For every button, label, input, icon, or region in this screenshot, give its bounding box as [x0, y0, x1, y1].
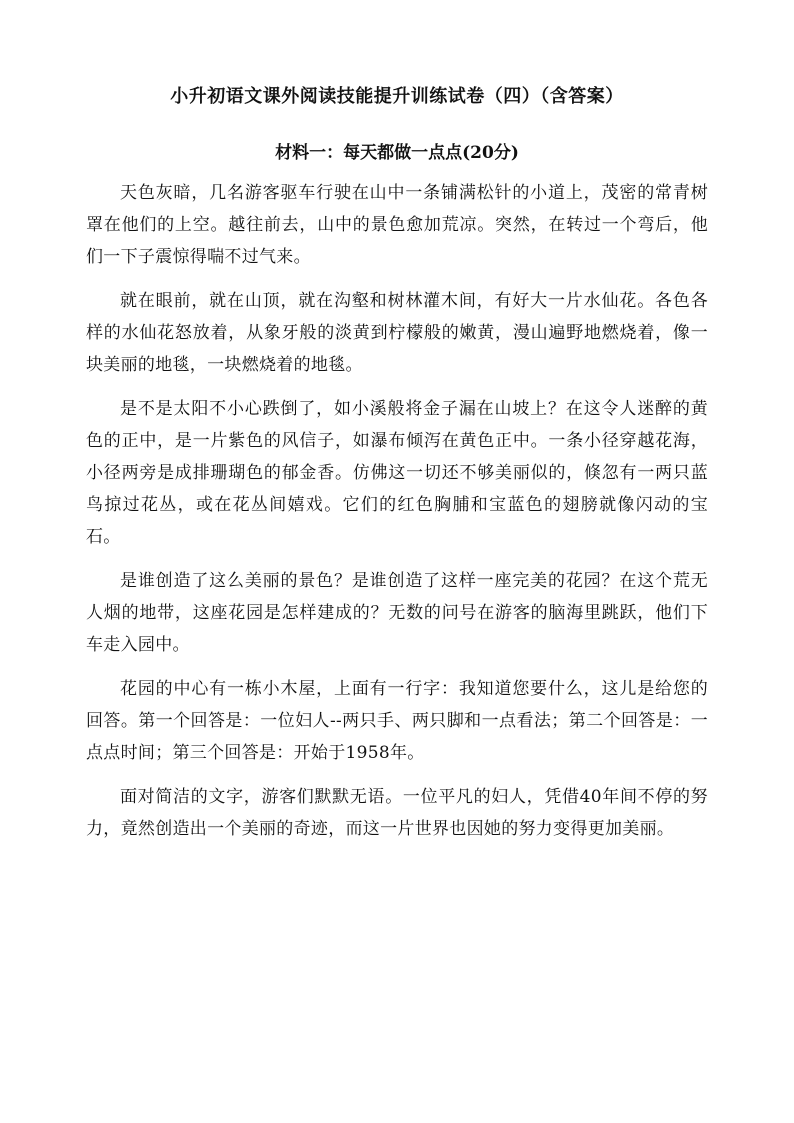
paragraph-4: 是谁创造了这么美丽的景色？是谁创造了这样一座完美的花园？在这个荒无人烟的地带，这座花园是怎样建成的？无数的问号在游客的脑海里跳跃，他们下车走入园中。 — [86, 571, 708, 655]
document-title: 小升初语文课外阅读技能提升训练试卷（四）（含答案） — [170, 86, 624, 107]
paragraph-6: 面对简洁的文字，游客们默默无语。一位平凡的妇人，凭借40年间不停的努力，竟然创造出一个美丽的奇迹，而这一片世界也因她的努力变得更加美丽。 — [86, 787, 708, 839]
section-title: 材料一：每天都做一点点(20分) — [275, 143, 519, 163]
paragraph-3: 是不是太阳不小心跌倒了，如小溪般将金子漏在山坡上？在这令人迷醉的黄色的正中，是一片紫色的风信子，如瀑布倾泻在黄色正中。一条小径穿越花海，小径两旁是成排珊瑚色的郁金香。仿佛这一切还不够美丽似的，倏忽有一两只蓝鸟掠过花丛，或在花丛间嬉戏。它们的红色胸脯和宝蓝色的翅膀就像闪动的宝石。 — [86, 399, 708, 547]
paragraph-2: 就在眼前，就在山顶，就在沟壑和树林灌木间，有好大一片水仙花。各色各样的水仙花怒放着，从象牙般的淡黄到柠檬般的嫩黄，漫山遍野地燃烧着，像一块美丽的地毯，一块燃烧着的地毯。 — [86, 291, 708, 375]
paragraph-5: 花园的中心有一栋小木屋，上面有一行字：我知道您要什么，这儿是给您的回答。第一个回答是：一位妇人--两只手、两只脚和一点看法；第二个回答是：一点点时间；第三个回答是：开始于1958年。 — [86, 679, 708, 763]
paragraph-1: 天色灰暗，几名游客驱车行驶在山中一条铺满松针的小道上，茂密的常青树罩在他们的上空。越往前去，山中的景色愈加荒凉。突然，在转过一个弯后，他们一下子震惊得喘不过气来。 — [86, 183, 708, 267]
passage-body — [86, 177, 708, 857]
